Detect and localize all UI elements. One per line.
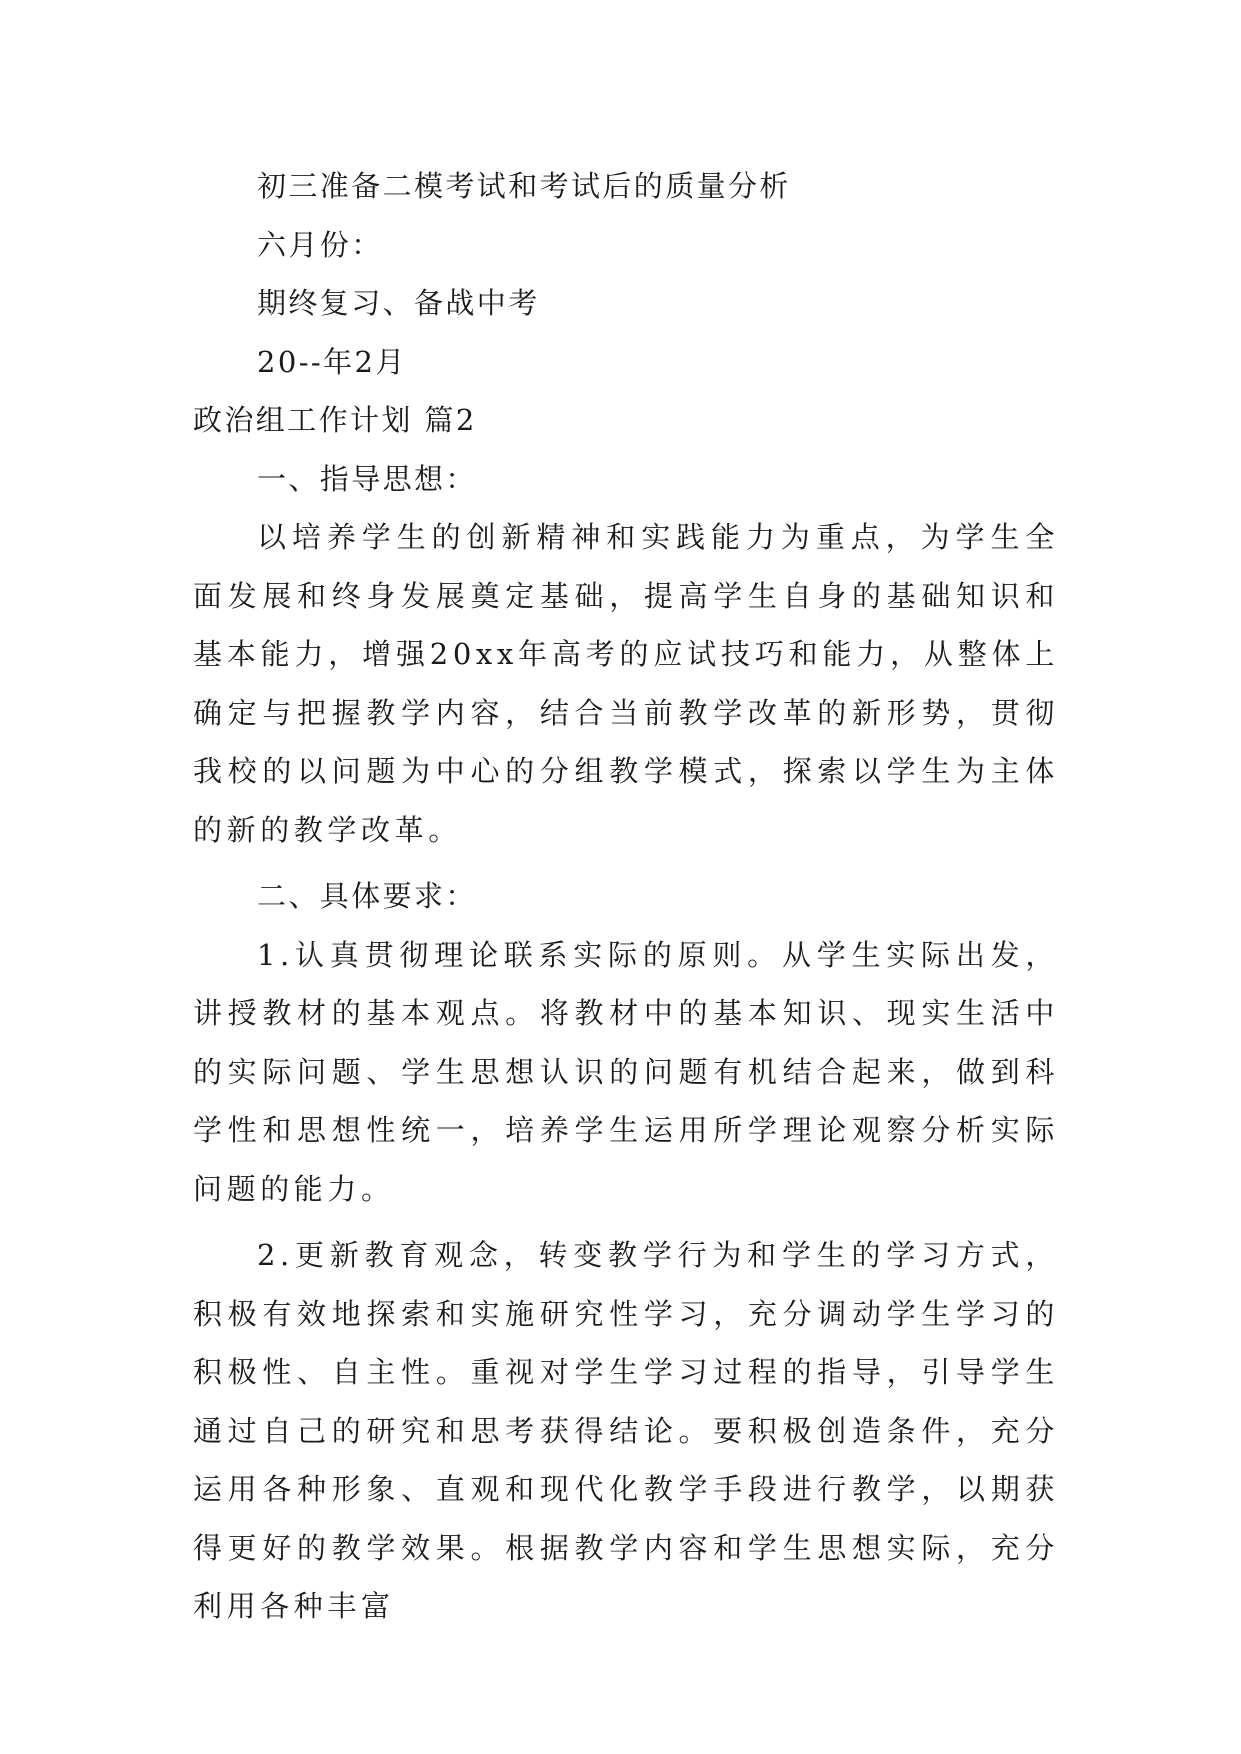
plan-line: 六月份：	[257, 227, 383, 262]
section-title: 一、指导思想：	[257, 461, 477, 496]
list-item: 2.更新教育观念，转变教学行为和学生的学习方式，积极有效地探索和实施研究性学习，充分调动学生学习的积极性、自主性。重视对学生学习过程的指导，引导学生通过自己的研究和思考获得结论。要积极创造条件，充分运用各种形象、直观和现代化教学手段进行教学，以期获得更好的教学效果。根据教学内容和学生思想实际，充分利用各种丰富	[193, 1238, 1059, 1623]
date-line: 20--年2月	[257, 344, 407, 379]
document-heading: 政治组工作计划 篇2	[193, 403, 477, 437]
section-paragraph: 以培养学生的创新精神和实践能力为重点，为学生全面发展和终身发展奠定基础，提高学生自身的基础知识和基本能力，增强20xx年高考的应试技巧和能力，从整体上确定与把握教学内容，结合当前教学改革的新形势，贯彻我校的以问题为中心的分组教学模式，探索以学生为主体的新的教学改革。	[193, 520, 1059, 847]
plan-line: 初三准备二模考试和考试后的质量分析	[257, 169, 791, 203]
document-page	[193, 157, 1059, 1636]
section-title: 二、具体要求：	[257, 879, 477, 913]
plan-line: 期终复习、备战中考	[257, 286, 540, 320]
list-item: 1.认真贯彻理论联系实际的原则。从学生实际出发，讲授教材的基本观点。将教材中的基本知识、现实生活中的实际问题、学生思想认识的问题有机结合起来，做到科学性和思想性统一，培养学生运用所学理论观察分析实际问题的能力。	[193, 937, 1059, 1206]
